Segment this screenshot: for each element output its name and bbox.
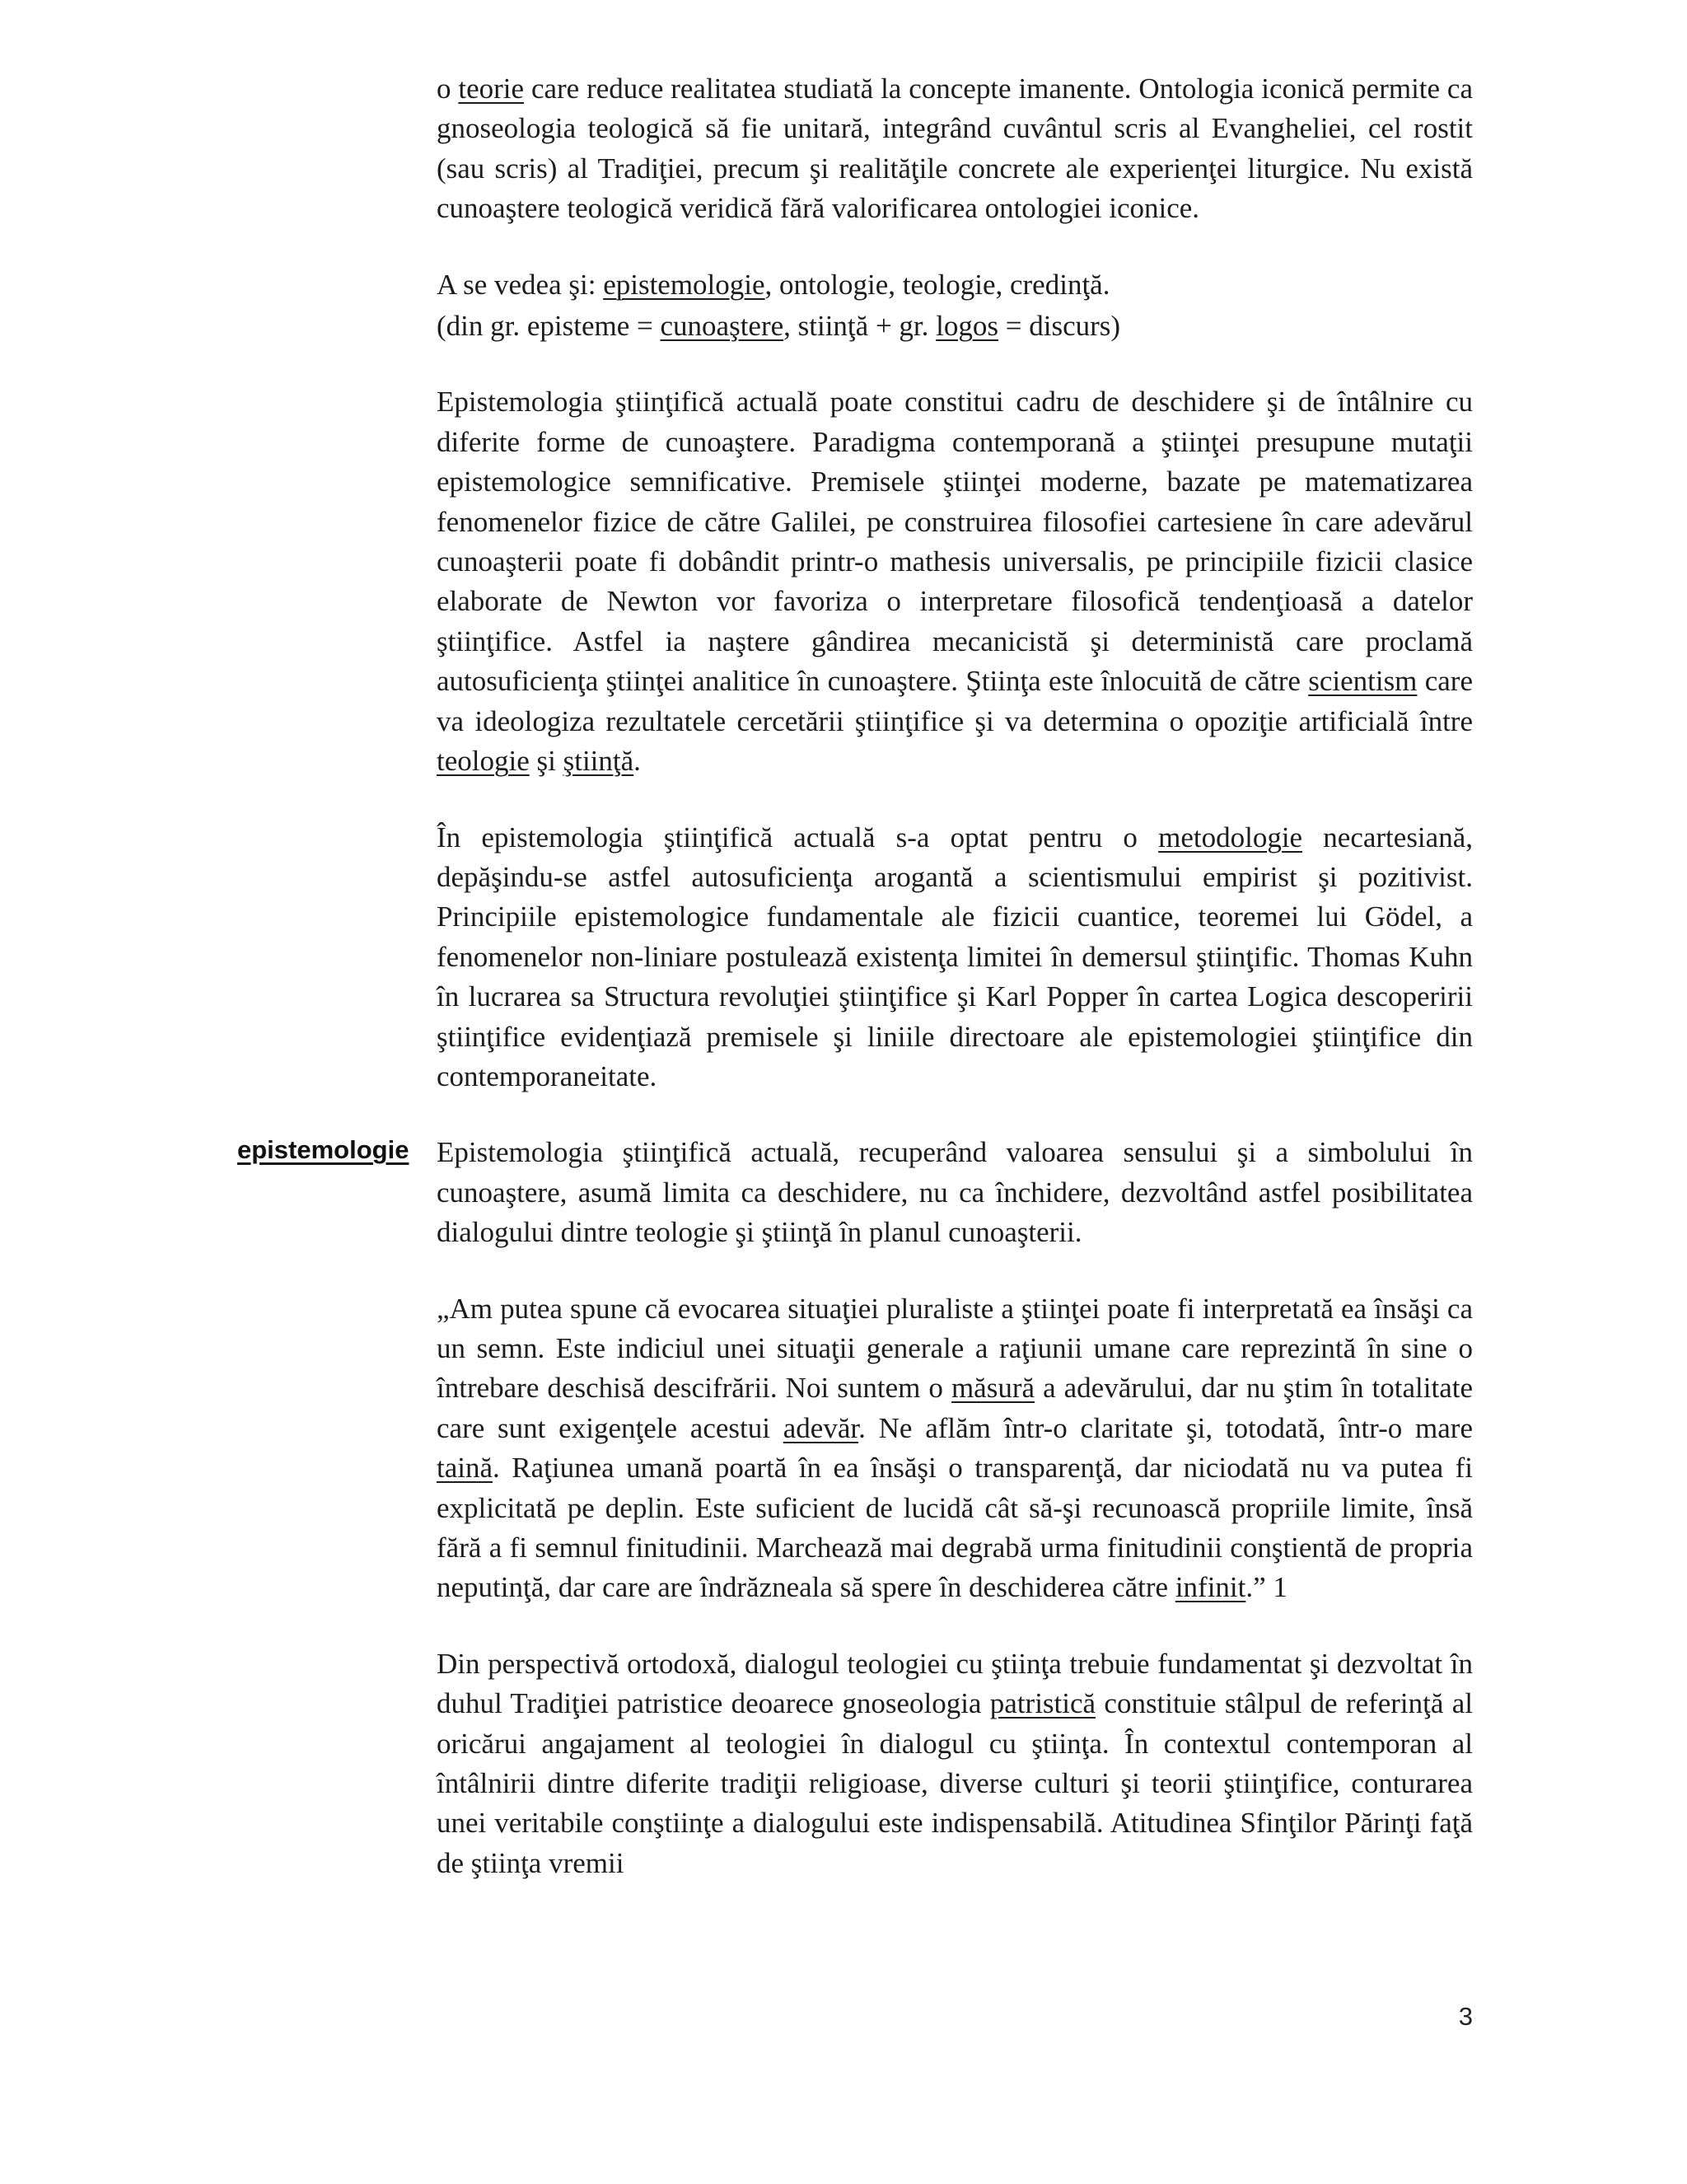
link-metodologie[interactable]: metodologie xyxy=(1158,821,1303,853)
paragraph-perspectiva-ortodoxa: Din perspectivă ortodoxă, dialogul teologiei cu ştiinţa trebuie fundamentat şi dezvoltat în duhul Tradiţiei patristice deoarece gnoseologia patristică constituie stâlpul de referinţă al oricărui angajament al teologiei în dialogul cu ştiinţa. În contextul contemporan al întâlnirii dintre diferite tradiţii religioase, diverse culturi şi teorii ştiinţifice, conturarea unei veritabile conştiinţe a dialogului este indispensabilă. Atitudinea Sfinţilor Părinţi faţă de ştiinţa vremii xyxy=(437,1647,1473,1879)
sidebar-term-epistemologie[interactable]: epistemologie xyxy=(237,1135,409,1164)
link-stiinta[interactable]: ştiinţă xyxy=(563,745,634,778)
link-cunoastere[interactable]: cunoaştere xyxy=(660,310,784,343)
link-logos[interactable]: logos xyxy=(936,310,999,343)
main-text-column xyxy=(437,69,1473,1883)
link-adevar[interactable]: adevăr xyxy=(783,1411,859,1444)
link-scientism[interactable]: scientism xyxy=(1308,665,1418,698)
page-number: 3 xyxy=(1458,2002,1473,2031)
paragraph-metodologie: În epistemologia ştiinţifică actuală s-a optat pentru o metodologie necartesiană, depăşindu-se astfel autosuficienţa arogantă a scientismului empirist şi pozitivist. Principiile epistemologice fundamentale ale fizicii cuantice, teoremei lui Gödel, a fenomenelor non-liniare postulează existenţa limitei în demersul ştiinţific. Thomas Kuhn în lucrarea sa Structura revoluţiei ştiinţifice şi Karl Popper în cartea Logica descoperirii ştiinţifice evidenţiază premisele şi liniile directoare ale epistemologiei ştiinţifice din contemporaneitate. xyxy=(437,821,1473,1092)
link-taina[interactable]: taină xyxy=(437,1452,493,1485)
see-also-line: A se vedea şi: epistemologie, ontologie, teologie, credinţă. xyxy=(437,268,1110,301)
etymology-line: (din gr. episteme = cunoaştere, stiinţă + gr. logos = discurs) xyxy=(437,310,1121,343)
link-teorie[interactable]: teorie xyxy=(458,72,525,105)
paragraph-citat: „Am putea spune că evocarea situaţiei pluraliste a ştiinţei poate fi interpretată ea însăşi ca un semn. Este indiciul unei situaţii generale a raţiunii umane care reprezintă în sine o întrebare deschisă descifrării. Noi suntem o măsură a adevărului, dar nu ştim în totalitate care sunt exigenţele acestui adevăr. Ne aflăm într-o claritate şi, totodată, într-o mare taină. Raţiunea umană poartă în ea însăşi o transparenţă, dar niciodată nu va putea fi explicitată pe deplin. Este suficient de lucidă cât să-şi recunoască propriile limite, însă fără a fi semnul finitudinii. Marchează mai degrabă urma finitudinii conştientă de propria neputinţă, dar care are îndrăzneala să spere în deschiderea către infinit.” 1 xyxy=(437,1292,1474,1604)
paragraph-ontologie-iconica: o teorie care reduce realitatea studiată la concepte imanente. Ontologia iconică permite ca gnoseologia teologică să fie unitară, integrând cuvântul scris al Evangheliei, cel rostit (sau scris) al Tradiţiei, precum şi realităţile concrete ale experienţei liturgice. Nu există cunoaştere teologică veridică fără valorificarea ontologiei iconice. xyxy=(437,72,1474,225)
link-infinit[interactable]: infinit xyxy=(1175,1571,1246,1604)
link-masura[interactable]: măsură xyxy=(951,1372,1035,1405)
paragraph-limita-deschidere: Epistemologia ştiinţifică actuală, recuperând valoarea sensului şi a simbolului în cunoaştere, asumă limita ca deschidere, nu ca închidere, dezvoltând astfel posibilitatea dialogului dintre teologie şi ştiinţă în planul cunoaşterii. xyxy=(437,1136,1473,1249)
link-epistemologie[interactable]: epistemologie xyxy=(603,268,765,301)
link-patristica[interactable]: patristică xyxy=(989,1687,1096,1720)
link-teologie[interactable]: teologie xyxy=(437,745,530,778)
paragraph-epistemologia-stiintifica: Epistemologia ştiinţifică actuală poate constitui cadru de deschidere şi de întâlnire cu diferite forme de cunoaştere. Paradigma contemporană a ştiinţei presupune mutaţii epistemologice semnificative. Premisele ştiinţei moderne, bazate pe matematizarea fenomenelor fizice de către Galilei, pe construirea filosofiei cartesiene în care adevărul cunoaşterii poate fi dobândit printr-o mathesis universalis, pe principiile fizicii clasice elaborate de Newton vor favoriza o interpretare filosofică tendenţioasă a datelor ştiinţifice. Astfel ia naştere gândirea mecanicistă şi deterministă care proclamă autosuficienţa ştiinţei analitice în cunoaştere. Ştiinţa este înlocuită de către scientism care va ideologiza rezultatele cercetării ştiinţifice şi va determina o opoziţie artificială între teologie şi ştiinţă. xyxy=(437,386,1473,778)
